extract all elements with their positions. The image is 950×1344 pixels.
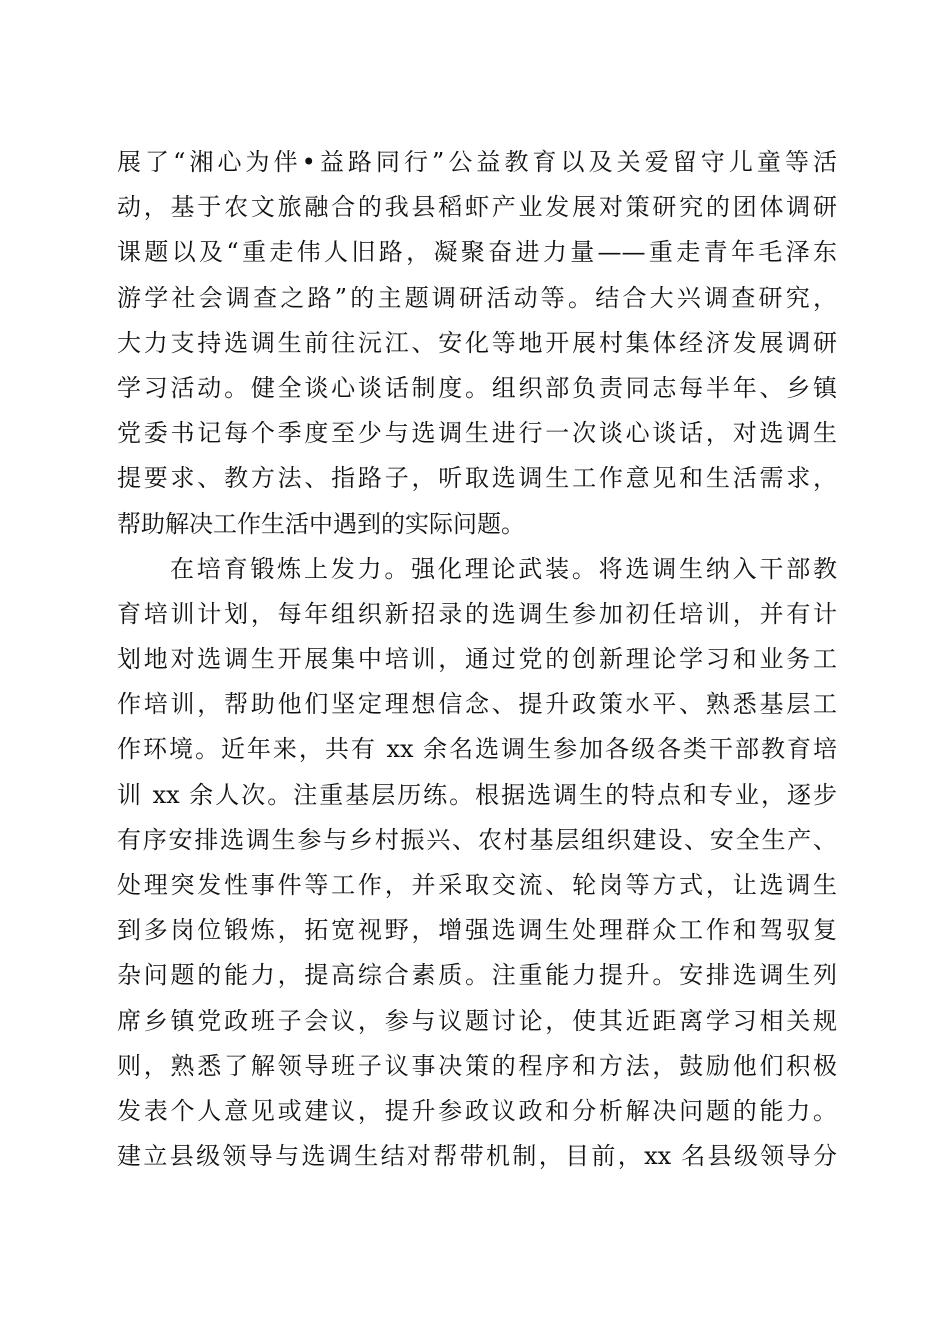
text-line: 大力支持选调生前往沅江、安化等地开展村集体经济发展调研 (117, 328, 837, 357)
text-line: 帮助解决工作生活中遇到的实际问题。 (117, 509, 525, 538)
text-line: 党委书记每个季度至少与选调生进行一次谈心谈话，对选调生 (117, 419, 837, 448)
text-line: 到多岗位锻炼，拓宽视野，增强选调生处理群众工作和驾驭复 (117, 916, 837, 945)
text-line: 杂问题的能力，提高综合素质。注重能力提升。安排选调生列 (117, 961, 837, 990)
text-line: 有序安排选调生参与乡村振兴、农村基层组织建设、安全生产、 (117, 825, 837, 854)
text-line: 发表个人意见或建议，提升参政议政和分析解决问题的能力。 (117, 1096, 837, 1125)
text-line: 席乡镇党政班子会议，参与议题讨论，使其近距离学习相关规 (117, 1006, 837, 1035)
text-line: 划地对选调生开展集中培训，通过党的创新理论学习和业务工 (117, 645, 837, 674)
text-line: 则，熟悉了解领导班子议事决策的程序和方法，鼓励他们积极 (117, 1051, 837, 1080)
text-line: 展了“湘心为伴•益路同行”公益教育以及关爱留守儿童等活 (117, 148, 837, 176)
paragraph-2 (117, 547, 837, 1180)
paragraph-1 (117, 140, 837, 547)
text-line: 学习活动。健全谈心谈话制度。组织部负责同志每半年、乡镇 (117, 373, 837, 402)
text-line: 训 xx 余人次。注重基层历练。根据选调生的特点和专业，逐步 (117, 780, 837, 809)
text-line: 育培训计划，每年组织新招录的选调生参加初任培训，并有计 (117, 599, 837, 628)
text-line: 建立县级领导与选调生结对帮带机制，目前，xx 名县级领导分 (117, 1142, 837, 1171)
text-line: 在培育锻炼上发力。强化理论武装。将选调生纳入干部教 (170, 554, 837, 583)
text-line: 作培训，帮助他们坚定理想信念、提升政策水平、熟悉基层工 (117, 690, 837, 719)
text-line: 提要求、教方法、指路子，听取选调生工作意见和生活需求， (117, 464, 837, 493)
body-text (117, 140, 837, 1179)
text-line: 动，基于农文旅融合的我县稻虾产业发展对策研究的团体调研 (117, 193, 837, 222)
text-line: 游学社会调查之路”的主题调研活动等。结合大兴调查研究， (117, 283, 837, 312)
text-line: 处理突发性事件等工作，并采取交流、轮岗等方式，让选调生 (117, 871, 837, 899)
text-line: 作环境。近年来，共有 xx 余名选调生参加各级各类干部教育培 (117, 735, 837, 764)
text-line: 课题以及“重走伟人旧路，凝聚奋进力量——重走青年毛泽东 (117, 238, 837, 267)
